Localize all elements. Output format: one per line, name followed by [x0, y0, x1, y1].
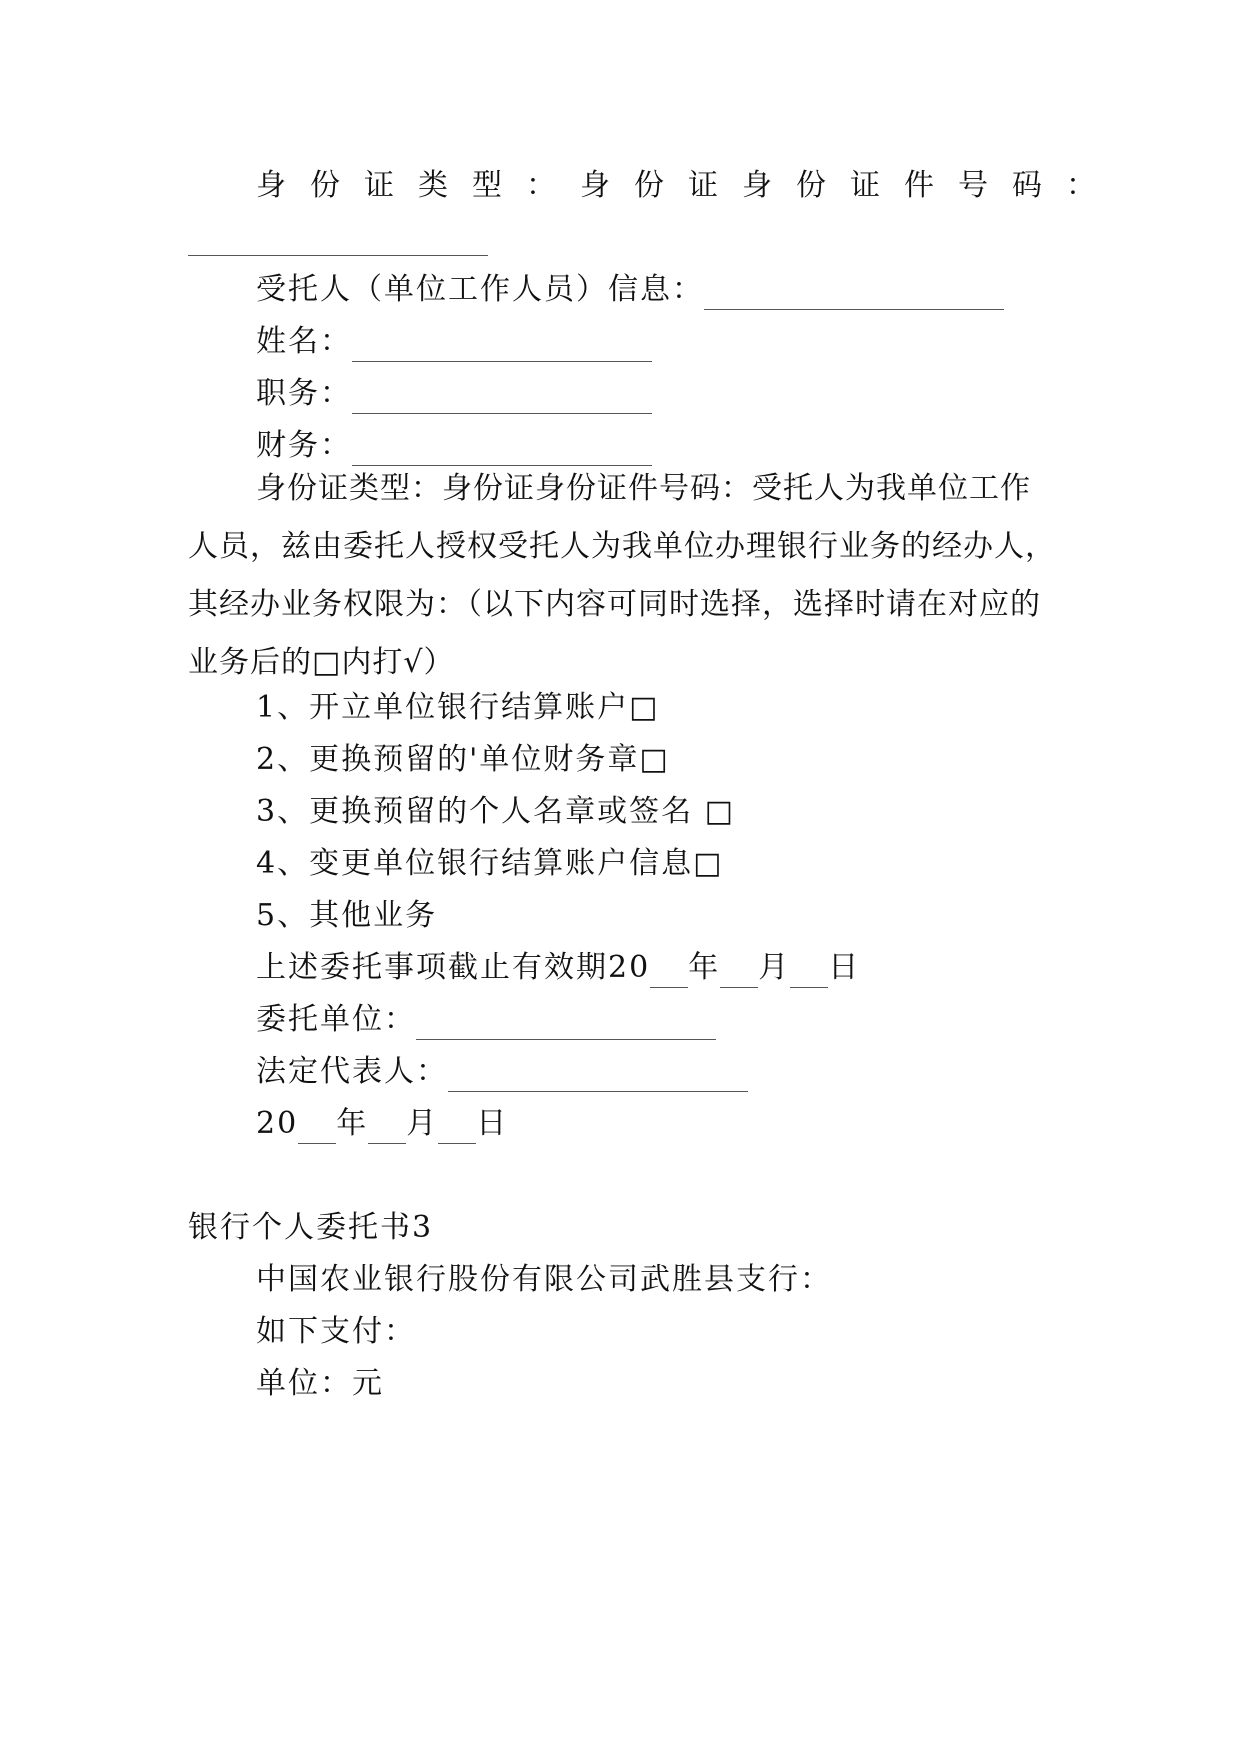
entrusting-unit-label: 委托单位： — [256, 1002, 416, 1037]
trustee-info-blank — [704, 279, 1004, 310]
date-day-blank — [438, 1113, 476, 1144]
position-line — [256, 374, 652, 414]
legal-rep-label: 法定代表人： — [256, 1054, 448, 1089]
finance-label: 财务： — [256, 428, 352, 463]
date-month-blank — [368, 1113, 406, 1144]
name-line — [256, 322, 652, 362]
name-blank — [352, 331, 652, 362]
position-blank — [352, 383, 652, 414]
payment-line: 如下支付： — [256, 1314, 416, 1349]
date-month-label: 月 — [406, 1106, 439, 1141]
unit-line: 单位：元 — [256, 1366, 384, 1401]
date-year-label: 年 — [336, 1106, 369, 1141]
day-blank — [790, 957, 828, 988]
date-year-blank — [298, 1113, 336, 1144]
id-number-label: 身份证身份证件号码： — [580, 168, 1120, 203]
year-label: 年 — [688, 950, 721, 985]
name-label: 姓名： — [256, 324, 352, 359]
trustee-info-label: 受托人（单位工作人员）信息： — [256, 272, 704, 307]
item-1: 1、开立单位银行结算账户□ — [256, 690, 660, 725]
item-5: 5、其他业务 — [256, 898, 438, 933]
day-label: 日 — [828, 950, 861, 985]
id-number-blank — [188, 255, 488, 256]
item-4: 4、变更单位银行结算账户信息□ — [256, 846, 724, 881]
bank-name: 中国农业银行股份有限公司武胜县支行： — [256, 1262, 832, 1297]
month-label: 月 — [758, 950, 791, 985]
entrusting-unit-blank — [416, 1009, 716, 1040]
id-type-label: 身份证类型： — [256, 168, 580, 203]
date-line — [256, 1104, 508, 1144]
date-day-label: 日 — [476, 1106, 509, 1141]
authorization-paragraph: 身份证类型：身份证身份证件号码：受托人为我单位工作人员，兹由委托人授权受托人为我单位办理银行业务的经办人，其经办业务权限为：（以下内容可同时选择，选择时请在对应的业务后的□内打√） — [188, 471, 1056, 680]
section-title: 银行个人委托书3 — [188, 1210, 434, 1245]
date-prefix: 20 — [256, 1106, 299, 1141]
validity-prefix: 上述委托事项截止有效期20 — [256, 950, 651, 985]
validity-line — [256, 948, 860, 988]
item-3: 3、更换预留的个人名章或签名 □ — [256, 794, 735, 829]
month-blank — [720, 957, 758, 988]
legal-rep-line — [256, 1052, 748, 1092]
entrusting-unit-line — [256, 1000, 716, 1040]
trustee-info-line — [256, 270, 1004, 310]
position-label: 职务： — [256, 376, 352, 411]
legal-rep-blank — [448, 1061, 748, 1092]
year-blank — [650, 957, 688, 988]
id-type-line-spaced — [256, 166, 1120, 206]
item-2: 2、更换预留的'单位财务章□ — [256, 742, 670, 777]
